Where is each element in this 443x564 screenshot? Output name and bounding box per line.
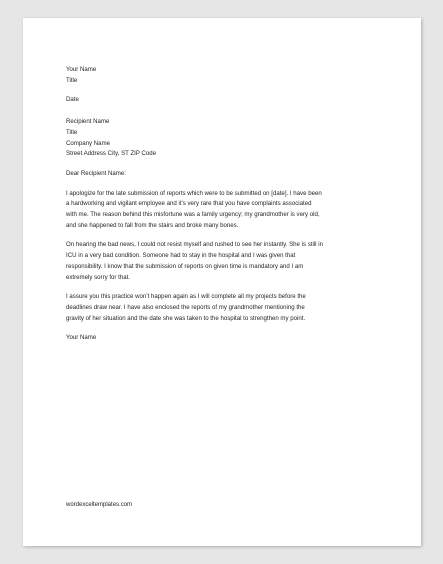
salutation: Dear Recipient Name: — [66, 169, 126, 177]
paragraph-line: gravity of her situation and the date she was taken to the hospital to strengthen my point. — [66, 314, 306, 322]
paragraph-line: I apologize for the late submission of reports which were to be submitted on [date]. I have been — [66, 189, 322, 197]
paragraph-3 — [66, 292, 388, 324]
letter-page — [23, 18, 421, 546]
recipient-name: Recipient Name — [66, 118, 110, 126]
paragraph-line: and she happened to fall from the stairs and broke many bones. — [66, 221, 239, 229]
letter-body — [66, 65, 388, 344]
paragraph-1 — [66, 189, 388, 232]
paragraph-line: On hearing the bad news, I could not resist myself and rushed to see her instantly. She is still in — [66, 241, 323, 249]
sender-title: Title — [66, 76, 78, 84]
footer-url: wordexceltemplates.com — [66, 502, 133, 508]
paragraph-line: a hardworking and vigilant employee and it’s very rare that you have complaints associated — [66, 200, 312, 208]
paragraph-line: ICU in a very bad condition. Someone had to stay in the hospital and I was given that — [66, 252, 296, 260]
sender-name: Your Name — [66, 66, 97, 73]
paragraph-line: with me. The reason behind this misfortune was a family urgency; my grandmother is very old, — [66, 211, 320, 219]
paragraph-2 — [66, 240, 388, 283]
paragraph-line: extremely sorry for that. — [66, 273, 131, 281]
closing-name: Your Name — [66, 334, 97, 342]
recipient-address: Street Address City, ST ZIP Code — [66, 150, 157, 158]
paragraph-line: responsibility. I know that the submission of reports on given time is mandatory and I am — [66, 262, 304, 270]
letter-date: Date — [66, 96, 79, 104]
paragraph-line: I assure you this practice won’t happen again as I will complete all my projects before the — [66, 293, 306, 301]
recipient-title: Title — [66, 128, 78, 136]
recipient-company: Company Name — [66, 139, 111, 147]
paragraph-line: deadlines draw near. I have also enclosed the reports of my grandmother mentioning the — [66, 303, 305, 311]
